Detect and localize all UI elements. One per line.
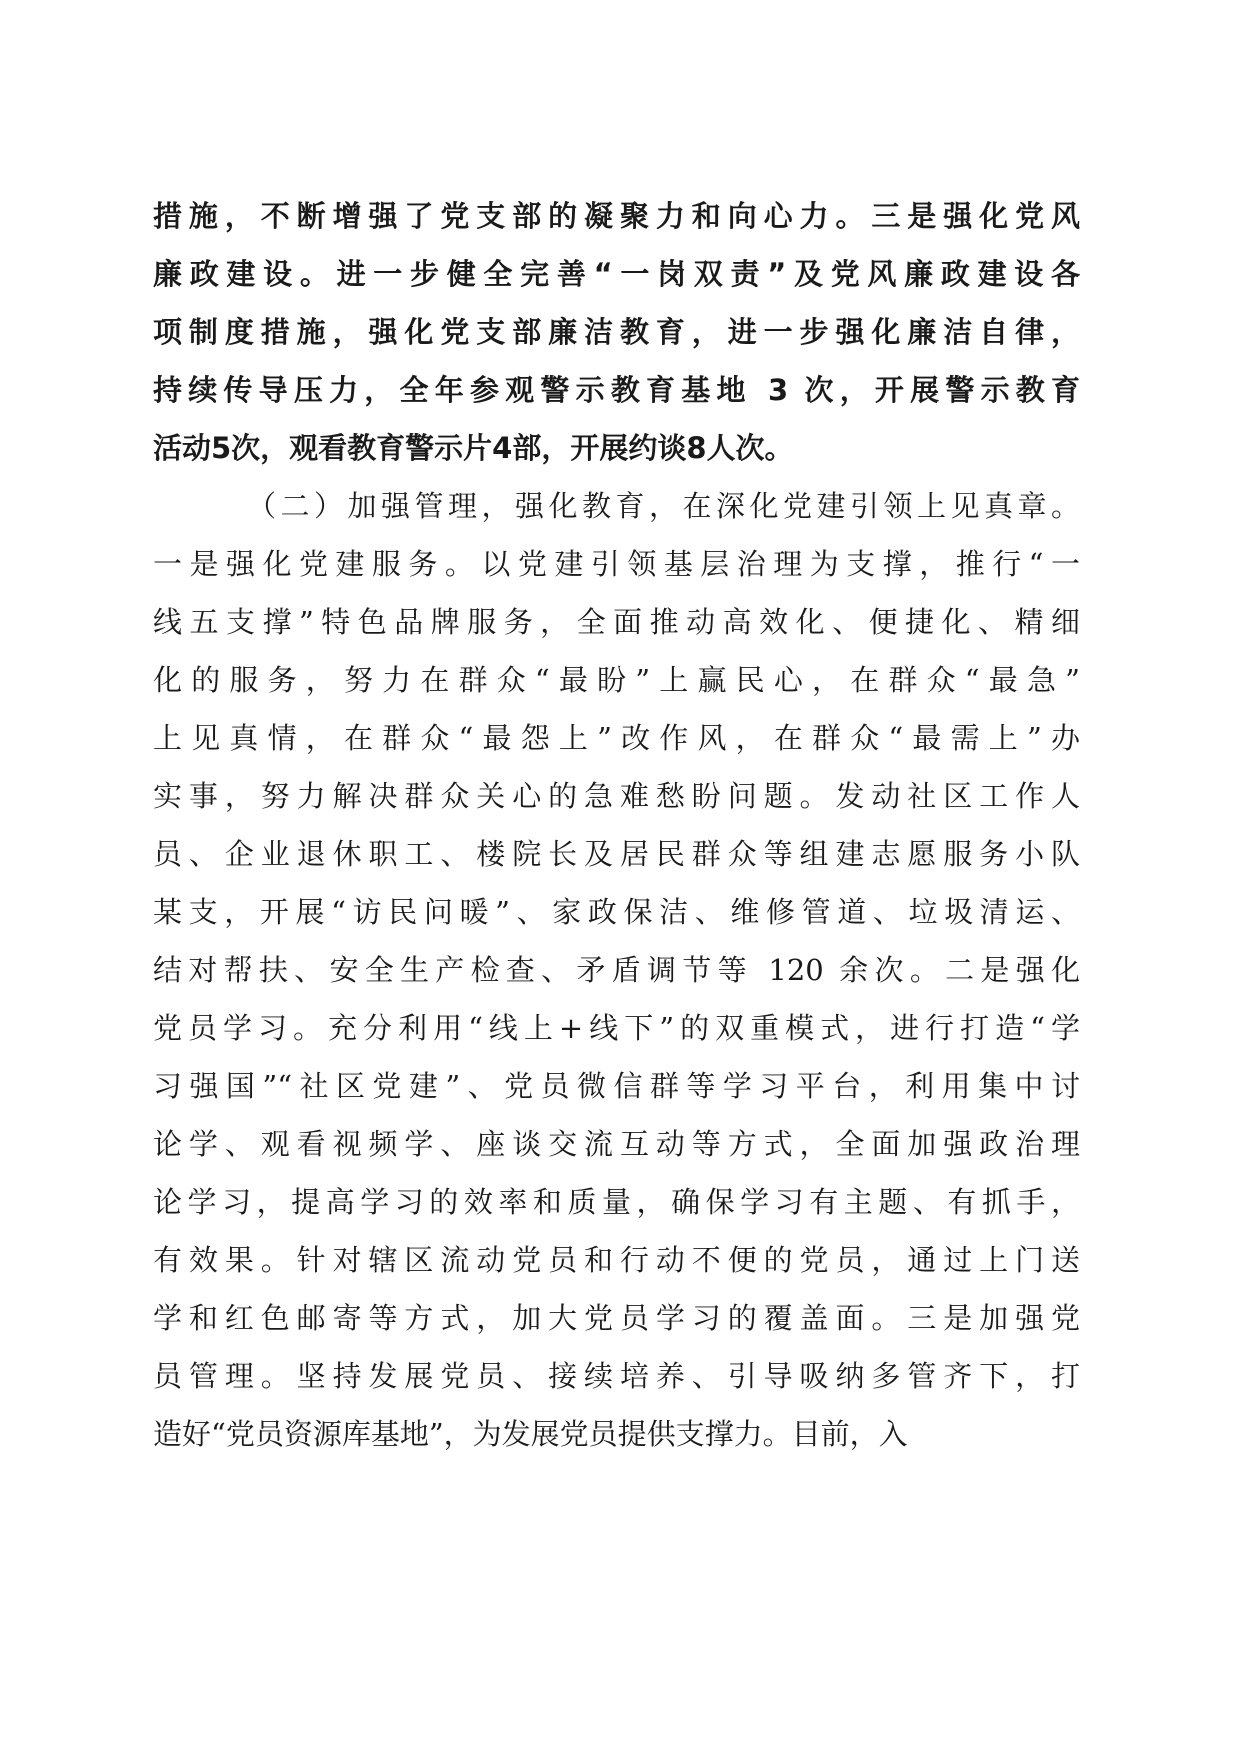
paragraph-2-line: 某支，开展“访民问暖”、家政保洁、维修管道、垃圾清运、 xyxy=(153,895,1080,929)
paragraph-1-line: 项制度措施，强化党支部廉洁教育，进一步强化廉洁自律， xyxy=(153,315,1080,349)
paragraph-2-line: 实事，努力解决群众关心的急难愁盼问题。发动社区工作人 xyxy=(153,779,1080,813)
paragraph-1-line: 活动5次，观看教育警示片4部，开展约谈8人次。 xyxy=(153,431,794,465)
paragraph-2-line: 上见真情，在群众“最怨上”改作风，在群众“最需上”办 xyxy=(153,721,1080,755)
paragraph-2-line: 学和红色邮寄等方式，加大党员学习的覆盖面。三是加强党 xyxy=(153,1301,1080,1335)
paragraph-1-line: 持续传导压力，全年参观警示教育基地 3 次，开展警示教育 xyxy=(153,373,1080,407)
paragraph-2-line: 论学、观看视频学、座谈交流互动等方式，全面加强政治理 xyxy=(153,1127,1080,1161)
paragraph-2-line: 线五支撑”特色品牌服务，全面推动高效化、便捷化、精细 xyxy=(153,605,1080,639)
paragraph-2-line: 员、企业退休职工、楼院长及居民群众等组建志愿服务小队 xyxy=(153,837,1080,871)
paragraph-2-heading-line: （二）加强管理，强化教育，在深化党建引领上见真章。 xyxy=(247,489,1080,523)
paragraph-2-line: 员管理。坚持发展党员、接续培养、引导吸纳多管齐下，打 xyxy=(153,1359,1080,1393)
paragraph-1-line: 措施，不断增强了党支部的凝聚力和向心力。三是强化党风 xyxy=(153,199,1080,233)
paragraph-2-line: 造好“党员资源库基地”，为发展党员提供支撑力。目前，入 xyxy=(153,1417,908,1451)
paragraph-2-line: 党员学习。充分利用“线上+线下”的双重模式，进行打造“学 xyxy=(153,1011,1080,1045)
paragraph-2-line: 论学习，提高学习的效率和质量，确保学习有主题、有抓手， xyxy=(153,1185,1080,1219)
paragraph-2-line: 一是强化党建服务。以党建引领基层治理为支撑，推行“一 xyxy=(153,547,1080,581)
paragraph-2-line: 习强国”“社区党建”、党员微信群等学习平台，利用集中讨 xyxy=(153,1069,1080,1103)
paragraph-1-line: 廉政建设。进一步健全完善“一岗双责”及党风廉政建设各 xyxy=(153,257,1080,291)
paragraph-2-line: 有效果。针对辖区流动党员和行动不便的党员，通过上门送 xyxy=(153,1243,1080,1277)
paragraph-2-line: 结对帮扶、安全生产检查、矛盾调节等 120 余次。二是强化 xyxy=(153,953,1080,987)
paragraph-2-line: 化的服务，努力在群众“最盼”上赢民心，在群众“最急” xyxy=(153,663,1080,697)
